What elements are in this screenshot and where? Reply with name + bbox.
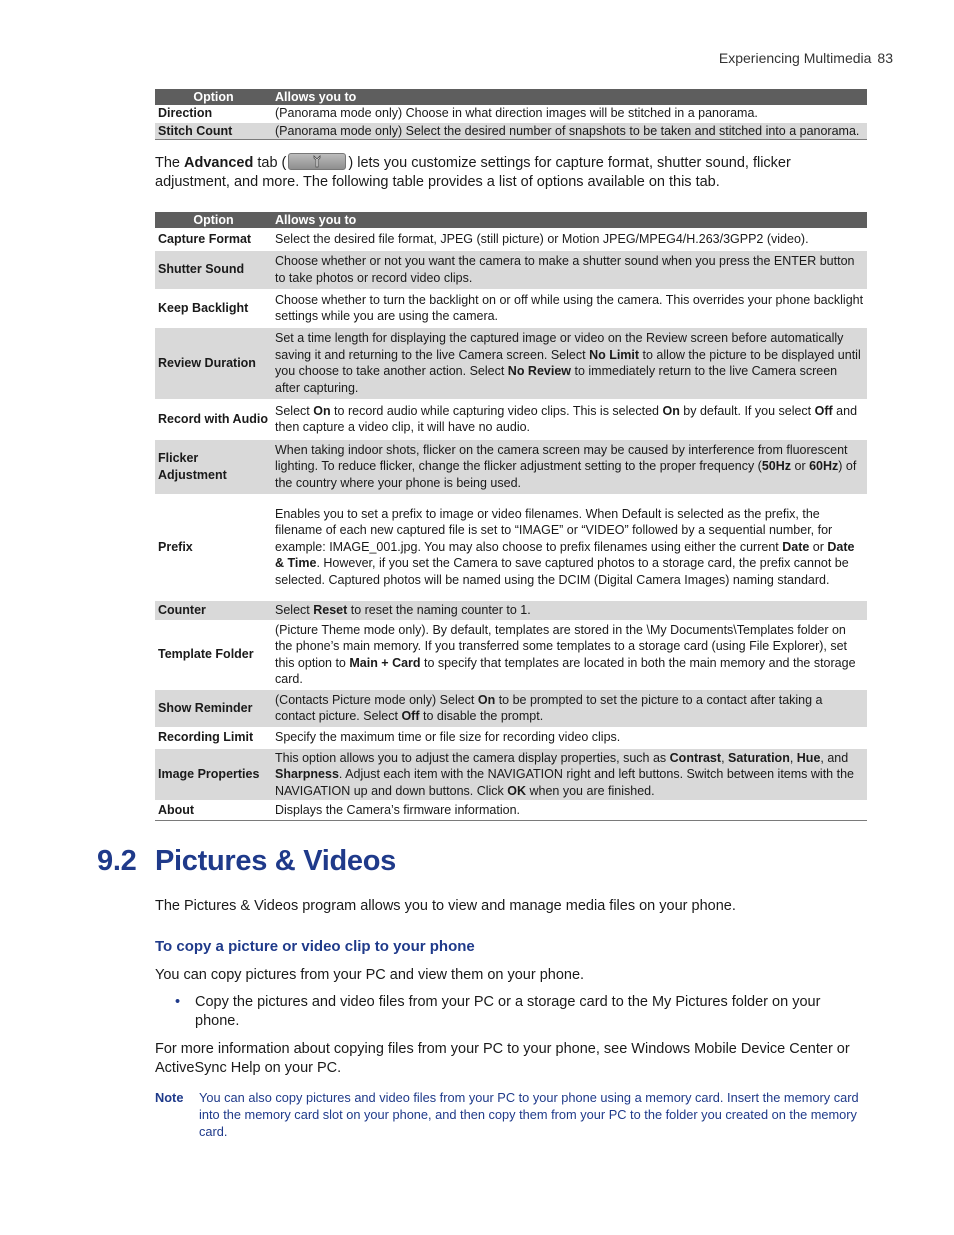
table-row — [155, 801, 867, 821]
note-label: Note — [155, 1090, 184, 1105]
table-row — [155, 620, 867, 689]
procedure-heading: To copy a picture or video clip to your phone — [155, 938, 475, 955]
bullet-text: Copy the pictures and video files from your PC or a storage card to the My Pictures folder on your phone. — [195, 994, 821, 1029]
option-name-cell: Record with Audio — [155, 399, 272, 439]
option-name-cell: Show Reminder — [155, 689, 272, 727]
bullet-glyph: • — [175, 994, 181, 1010]
table-row — [155, 289, 867, 327]
section-number: 9.2 — [97, 845, 137, 877]
option-name-cell: About — [155, 801, 272, 821]
emphasized-term: Off — [814, 403, 833, 418]
section-title: Pictures & Videos — [155, 845, 396, 877]
option-description-cell: Select On to record audio while capturing video clips. This is selected On by default. If you select Off and then capture a video clip, it will have no audio. — [272, 399, 867, 439]
table-row — [155, 250, 867, 289]
table-row — [155, 748, 867, 801]
table-row — [155, 689, 867, 727]
option-description-cell: (Contacts Picture mode only) Select On to be prompted to set the picture to a contact after taking a contact picture. Select Off to disable the prompt. — [272, 689, 867, 727]
emphasized-term: Main + Card — [349, 655, 421, 670]
option-description-cell: Select Reset to reset the naming counter to 1. — [272, 600, 867, 620]
column-header-allows: Allows you to — [272, 89, 867, 105]
emphasized-term: Off — [401, 709, 420, 723]
page-number: 83 — [877, 50, 893, 66]
option-description-cell: Choose whether or not you want the camera to make a shutter sound when you press the ENTER button to take photos or record video clips. — [272, 250, 867, 289]
emphasized-term: 60Hz — [809, 459, 839, 474]
emphasized-term: No Limit — [589, 347, 640, 362]
emphasized-term: 50Hz — [761, 459, 792, 474]
option-name-cell: Direction — [155, 105, 272, 122]
table-row — [155, 228, 867, 250]
emphasized-term: On — [313, 403, 331, 418]
copy-intro: You can copy pictures from your PC and view them on your phone. — [155, 967, 585, 983]
emphasized-term: On — [662, 403, 680, 418]
table-header-row — [155, 212, 867, 228]
option-name-cell: Capture Format — [155, 228, 272, 250]
option-name-cell: Image Properties — [155, 748, 272, 801]
emphasized-term: No Review — [507, 364, 572, 378]
option-name-cell: Counter — [155, 600, 272, 620]
more-info-paragraph: For more information about copying files from your PC to your phone, see Windows Mobile Device Center or ActiveSync Help on your PC. — [155, 1041, 850, 1076]
section-intro: The Pictures & Videos program allows you to view and manage media files on your phone. — [155, 898, 736, 914]
emphasized-term: Hue — [796, 750, 821, 765]
option-description-cell: (Panorama mode only) Choose in what direction images will be stitched in a panorama. — [272, 105, 867, 122]
option-description-cell: When taking indoor shots, flicker on the camera screen may be caused by interference from fluorescent lighting. To reduce flicker, change the flicker adjustment setting to the proper frequency (50Hz or 60Hz) of the country where your phone is being used. — [272, 439, 867, 494]
list-item — [175, 993, 835, 1031]
table-row — [155, 399, 867, 439]
option-description-cell: Select the desired file format, JPEG (still picture) or Motion JPEG/MPEG4/H.263/3GPP2 (video). — [272, 228, 867, 250]
table-header-row — [155, 89, 867, 105]
option-description-cell: This option allows you to adjust the camera display properties, such as Contrast, Saturation, Hue, and Sharpness. Adjust each item with the NAVIGATION right and left buttons. Switch between items with the NAVIGATION up and down buttons. Click OK when you are finished. — [272, 748, 867, 801]
table-row — [155, 327, 867, 399]
wrench-icon — [288, 153, 346, 170]
emphasized-term: Saturation — [728, 750, 790, 765]
emphasized-term: Reset — [313, 602, 348, 617]
emphasized-term: Contrast — [669, 750, 722, 765]
emphasized-term: OK — [507, 783, 527, 798]
table-row — [155, 105, 867, 122]
table-row — [155, 727, 867, 748]
note-block — [155, 1089, 867, 1140]
option-description-cell: (Panorama mode only) Select the desired number of snapshots to be taken and stitched into a panorama. — [272, 122, 867, 140]
table-row — [155, 494, 867, 600]
running-header — [719, 50, 893, 66]
table-row — [155, 122, 867, 140]
emphasized-term: Date — [782, 539, 810, 554]
column-header-allows: Allows you to — [272, 212, 867, 228]
option-description-cell: (Picture Theme mode only). By default, templates are stored in the \My Documents\Templates folder on the phone’s main memory. If you transferred some templates to a storage card (using File Explorer), set this option to Main + Card to specify that templates are located in both the main memory and the storage card. — [272, 620, 867, 689]
option-name-cell: Prefix — [155, 494, 272, 600]
note-text: You can also copy pictures and video files from your PC to your phone using a memory card. Insert the memory card into the memory card slot on your phone, and then copy them from your PC to the folder you created on the memory card. — [199, 1090, 859, 1139]
section-heading — [97, 845, 396, 878]
option-name-cell: Review Duration — [155, 327, 272, 399]
option-description-cell: Enables you to set a prefix to image or video filenames. When Default is selected as the prefix, the filename of each new captured file is set to “IMAGE” or “VIDEO” followed by a sequential number, for example: IMAGE_001.jpg. You may also choose to prefix filenames using either the current Date or Date & Time. However, if you set the Camera to save captured photos to a storage card, the prefix cannot be selected. Captured photos will be named using the DCIM (Digital Camera Images) naming standard. — [272, 494, 867, 600]
option-name-cell: Template Folder — [155, 620, 272, 689]
emphasized-term: Date & Time — [275, 539, 855, 571]
advanced-tab-name: Advanced — [184, 155, 254, 171]
option-description-cell: Specify the maximum time or file size for recording video clips. — [272, 727, 867, 748]
column-header-option: Option — [155, 212, 272, 228]
table-row — [155, 600, 867, 620]
option-description-cell: Choose whether to turn the backlight on or off while using the camera. This overrides your phone backlight settings while you are using the camera. — [272, 289, 867, 327]
option-name-cell: Flicker Adjustment — [155, 439, 272, 494]
option-name-cell: Recording Limit — [155, 727, 272, 748]
option-description-cell: Set a time length for displaying the captured image or video on the Review screen before automatically saving it and returning to the live Camera screen. Select No Limit to allow the picture to be displayed until you choose to take another action. Select No Review to immediately return to the live Camera screen after capturing. — [272, 327, 867, 399]
header-section-title: Experiencing Multimedia — [718, 50, 872, 66]
column-header-option: Option — [155, 89, 272, 105]
option-description-cell: Displays the Camera’s firmware information. — [272, 801, 867, 821]
option-name-cell: Stitch Count — [155, 122, 272, 140]
table-row — [155, 439, 867, 494]
option-name-cell: Shutter Sound — [155, 250, 272, 289]
option-name-cell: Keep Backlight — [155, 289, 272, 327]
emphasized-term: Sharpness — [275, 767, 339, 781]
emphasized-term: On — [477, 692, 496, 707]
advanced-tab-paragraph: The Advanced tab ( ) lets you customize settings for capture format, shutter sound, flicker adjustment, and more. The following table provides a list of options available on this tab. — [155, 155, 791, 190]
panorama-options-table — [155, 89, 867, 140]
advanced-options-table — [155, 212, 867, 821]
